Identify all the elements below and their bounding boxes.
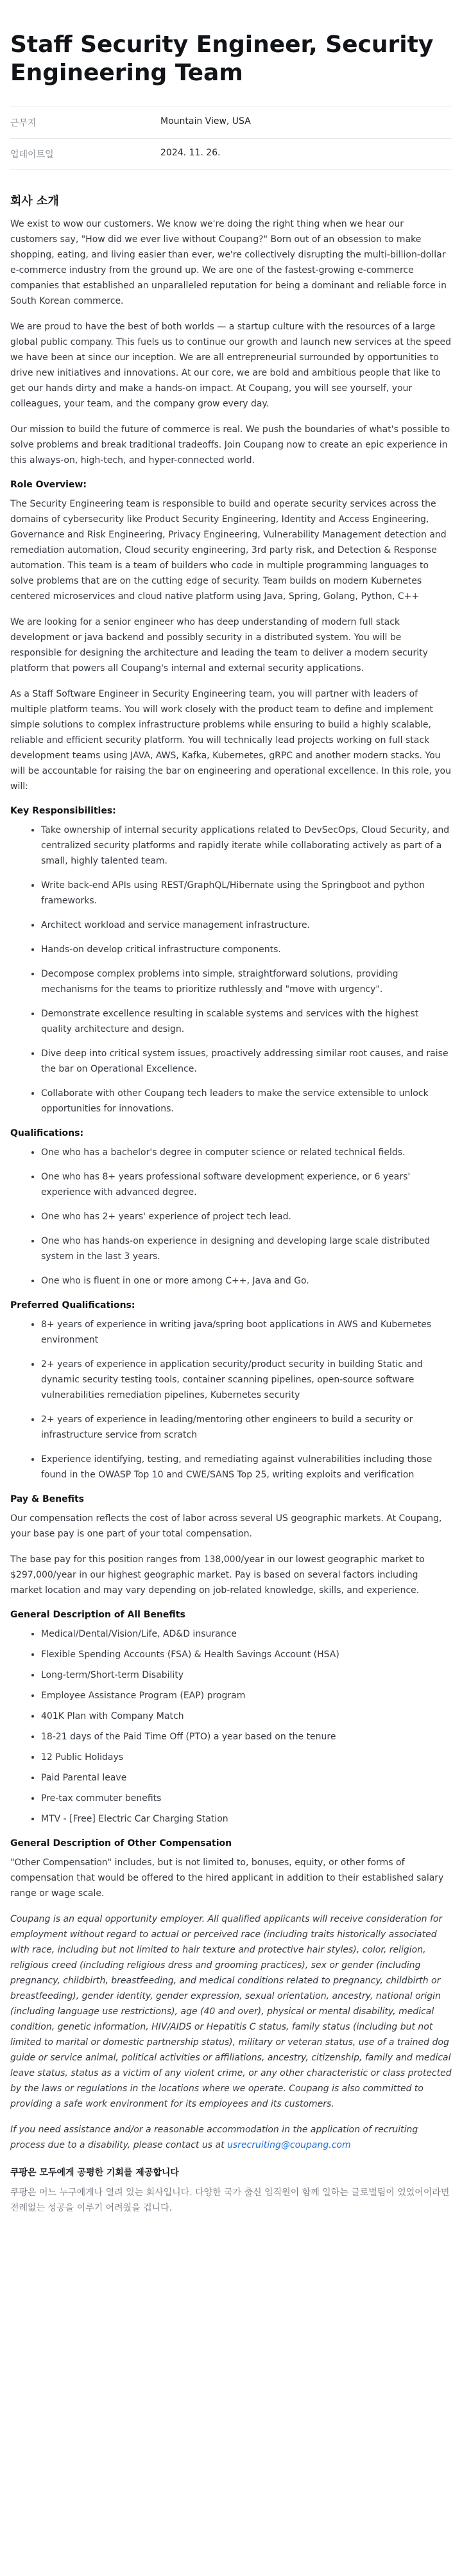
list-item: • 2+ years of experience in application security/product security in building Static and dynamic security testing tools, container scanning pipelines, open-source software vulnerabilities remediation pipelines, Kubernetes security bbox=[41, 1357, 452, 1403]
list-item: • Demonstrate excellence resulting in scalable systems and services with the highest quality architecture and design. bbox=[41, 1006, 452, 1037]
list-item: • 401K Plan with Company Match bbox=[41, 1709, 452, 1724]
benefits-heading: General Description of All Benefits bbox=[10, 1610, 185, 1620]
list-item: • One who has hands-on experience in designing and developing large scale distributed system in the last 3 years. bbox=[41, 1233, 452, 1264]
list-item: • One who has 2+ years' experience of project tech lead. bbox=[41, 1209, 452, 1224]
list-item: • Employee Assistance Program (EAP) program bbox=[41, 1688, 452, 1703]
responsibilities-heading: Key Responsibilities: bbox=[10, 806, 116, 816]
recruiting-email-link[interactable]: usrecruiting@coupang.com bbox=[227, 2140, 351, 2150]
list-item: • One who is fluent in one or more among C++, Java and Go. bbox=[41, 1273, 452, 1289]
role-paragraph: We are looking for a senior engineer who has deep understanding of modern full stack development or java backend and possibly security in a distributed system. You will be responsible for designing the architecture and leading the team to deliver a modern security platform that powers all Coupang's internal and external security applications. bbox=[10, 617, 428, 674]
pay-paragraph: The base pay for this position ranges from 138,000/year in our lowest geographic market to $297,000/year in our highest geographic market. Pay is based on several factors including market location and may vary depending on job-related knowledge, skills, and experience. bbox=[10, 1554, 425, 1596]
list-item: • Write back-end APIs using REST/GraphQL/Hibernate using the Springboot and python frameworks. bbox=[41, 878, 452, 909]
korean-paragraph: 쿠팡은 어느 누구에게나 열려 있는 회사입니다. 다양한 국가 출신 임직원이 함께 일하는 글로벌팀이 었었어이라면 전례없는 성공을 이루기 어려웠을 겁니다. bbox=[10, 2188, 450, 2213]
list-item: • 18-21 days of the Paid Time Off (PTO) a year based on the tenure bbox=[41, 1729, 452, 1745]
accommodation-text: If you need assistance and/or a reasonable accommodation in the application of recruiting process due to a disability, please contact us at bbox=[10, 2125, 418, 2150]
responsibilities-list bbox=[10, 822, 452, 1117]
list-item: • Architect workload and service management infrastructure. bbox=[41, 918, 452, 933]
list-item: • Medical/Dental/Vision/Life, AD&D insurance bbox=[41, 1626, 452, 1642]
list-item: • Experience identifying, testing, and remediating against vulnerabilities including those found in the OWASP Top 10 and CWE/SANS Top 25, writing exploits and verification bbox=[41, 1452, 452, 1483]
list-item: • MTV - [Free] Electric Car Charging Station bbox=[41, 1811, 452, 1827]
list-item: • Hands-on develop critical infrastructure components. bbox=[41, 942, 452, 957]
about-heading: 회사 소개 bbox=[10, 195, 59, 208]
list-item: • 12 Public Holidays bbox=[41, 1750, 452, 1765]
list-item: • Flexible Spending Accounts (FSA) & Health Savings Account (HSA) bbox=[41, 1647, 452, 1662]
about-paragraph: Our mission to build the future of commerce is real. We push the boundaries of what's possible to solve problems and break traditional tradeoffs. Join Coupang now to create an epic experience in this always-on, high-tech, and hyper-connected world. bbox=[10, 424, 450, 466]
about-paragraph: We exist to wow our customers. We know we're doing the right thing when we hear our customers say, "How did we ever live without Coupang?" Born out of an obsession to make shopping, eating, and living easier than ever, we're collectively disrupting the multi-billion-dollar e-commerce industry from the ground up. We are one of the fastest-growing e-commerce companies that established an unparalleled reputation for being a dominant and reliable force in South Korean commerce. bbox=[10, 219, 447, 306]
list-item: • Long-term/Short-term Disability bbox=[41, 1667, 452, 1683]
role-heading: Role Overview: bbox=[10, 480, 87, 490]
about-paragraph: We are proud to have the best of both worlds — a startup culture with the resources of a large global public company. This fuels us to continue our growth and launch new services at the speed we have been at since our inception. We are all entrepreneurial surrounded by opportunities to drive new initiatives and innovations. At our core, we are bold and ambitious people that like to get our hands dirty and make a hands-on impact. At Coupang, you will see yourself, your colleagues, your team, and the company grow every day. bbox=[10, 322, 452, 409]
list-item: • Collaborate with other Coupang tech leaders to make the service extensible to unlock opportunities for innovations. bbox=[41, 1086, 452, 1117]
meta-value-updated: 2024. 11. 26. bbox=[160, 148, 221, 158]
pay-paragraph: Our compensation reflects the cost of labor across several US geographic markets. At Coupang, your base pay is one part of your total compensation. bbox=[10, 1513, 442, 1539]
list-item: • Take ownership of internal security applications related to DevSecOps, Cloud Security, and centralized security platforms and rapidly iterate while collaborating actively as part of a small, highly talented team. bbox=[41, 822, 452, 869]
list-item: • One who has a bachelor's degree in computer science or related technical fields. bbox=[41, 1145, 452, 1160]
pay-heading: Pay & Benefits bbox=[10, 1494, 85, 1504]
role-paragraph: As a Staff Software Engineer in Security Engineering team, you will partner with leaders of multiple platform teams. You will work closely with the product team to define and implement simple solutions to complex infrastructure problems while ensuring to build a highly scalable, reliable and efficient security platform. You will technically lead projects working on full stack development teams using JAVA, AWS, Kafka, Kubernetes, gRPC and another modern stacks. You will be accountable for raising the bar on engineering and operational excellence. In this role, you will: bbox=[10, 689, 451, 792]
qualifications-heading: Qualifications: bbox=[10, 1128, 84, 1138]
korean-heading: 쿠팡은 모두에게 공평한 기회를 제공합니다 bbox=[10, 2168, 179, 2178]
other-compensation-paragraph: "Other Compensation" includes, but is not limited to, bonuses, equity, or other forms of compensation that would be offered to the hired applicant in addition to their established salary range or wage scale. bbox=[10, 1858, 444, 1899]
list-item: • Dive deep into critical system issues, proactively addressing similar root causes, and raise the bar on Operational Excellence. bbox=[41, 1046, 452, 1077]
accommodation-statement bbox=[10, 2122, 452, 2153]
meta-row-location bbox=[10, 107, 452, 139]
preferred-list bbox=[10, 1317, 452, 1483]
other-compensation-heading: General Description of Other Compensation bbox=[10, 1838, 232, 1849]
meta-label-updated: 업데이트일 bbox=[10, 150, 54, 160]
qualifications-list bbox=[10, 1145, 452, 1289]
list-item: • One who has 8+ years professional software development experience, or 6 years' experience with advanced degree. bbox=[41, 1169, 452, 1200]
meta-row-updated bbox=[10, 139, 452, 170]
list-item: • 8+ years of experience in writing java/spring boot applications in AWS and Kubernetes environment bbox=[41, 1317, 452, 1348]
list-item: • Decompose complex problems into simple, straightforward solutions, providing mechanisms for the teams to prioritize ruthlessly and "move with urgency". bbox=[41, 966, 452, 997]
meta-label-location: 근무지 bbox=[10, 118, 37, 128]
job-meta-table bbox=[10, 107, 452, 170]
benefits-list bbox=[10, 1626, 452, 1827]
job-title: Staff Security Engineer, Security Engineering Team bbox=[10, 31, 434, 86]
eoe-statement: Coupang is an equal opportunity employer. All qualified applicants will receive consideration for employment without regard to actual or perceived race (including traits historically associated with race, including but not limited to hair texture and protective hair styles), color, religion, religious creed (including religious dress and grooming practices), sex or gender (including pregnancy, childbirth, breastfeeding, and medical conditions related to pregnancy, childbirth or breastfeeding), gender identity, gender expression, sexual orientation, ancestry, national origin (including language use restrictions), age (40 and over), physical or mental disability, medical condition, genetic information, HIV/AIDS or Hepatitis C status, family status (including but not limited to marital or domestic partnership status), military or veteran status, use of a trained dog guide or service animal, political activities or affiliations, ancestry, citizenship, family and medical leave status, status as a victim of any violent crime, or any other characteristic or class protected by the laws or regulations in the locations where we operate. Coupang is also committed to providing a safe work environment for its employees and its customers. bbox=[10, 1914, 452, 2109]
list-item: • Pre-tax commuter benefits bbox=[41, 1791, 452, 1806]
meta-value-location: Mountain View, USA bbox=[160, 116, 251, 126]
role-paragraph: The Security Engineering team is responsible to build and operate security services across the domains of cybersecurity like Product Security Engineering, Identity and Access Engineering, Governance and Risk Engineering, Privacy Engineering, Vulnerability Management detection and remediation automation, Cloud security engineering, 3rd party risk, and Detection & Response automation. This team is a team of builders who code in multiple programming languages to solve problems that are on the cutting edge of security. Team builds on modern Kubernetes centered microservices and cloud native platform using Java, Spring, Golang, Python, C++ bbox=[10, 499, 447, 602]
list-item: • 2+ years of experience in leading/mentoring other engineers to build a security or infrastructure service from scratch bbox=[41, 1412, 452, 1443]
preferred-heading: Preferred Qualifications: bbox=[10, 1300, 135, 1310]
list-item: • Paid Parental leave bbox=[41, 1770, 452, 1786]
